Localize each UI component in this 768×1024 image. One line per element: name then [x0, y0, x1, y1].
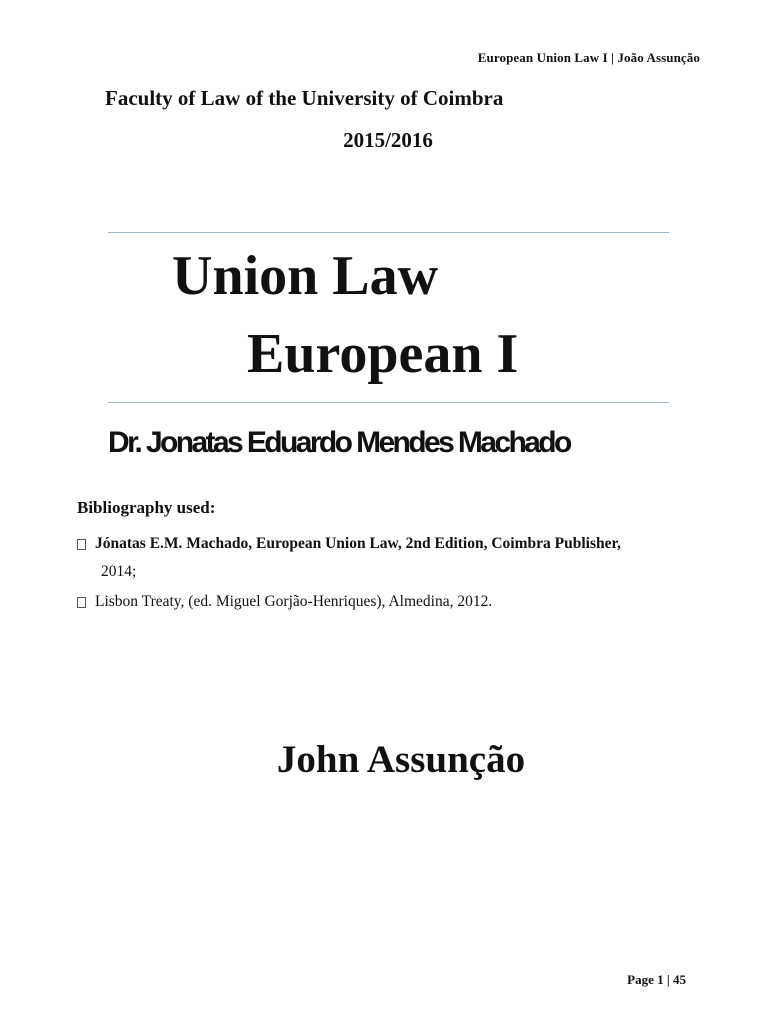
- bibliography-item-text: Jónatas E.M. Machado, European Union Law, 2nd Edition, Coimbra Publisher,: [95, 535, 621, 552]
- academic-year: 2015/2016: [343, 128, 433, 152]
- running-header: European Union Law I | João Assunção: [477, 50, 700, 65]
- title-top-rule: [108, 232, 669, 233]
- title-line-2: European I: [247, 323, 519, 385]
- title-line-1: Union Law: [172, 245, 439, 307]
- page-number: Page 1 | 45: [627, 972, 686, 987]
- student-name: John Assunção: [276, 738, 526, 781]
- faculty-name: Faculty of Law of the University of Coimbra: [105, 86, 504, 110]
- bibliography-item-text: Lisbon Treaty, (ed. Miguel Gorjão-Henriques), Almedina, 2012.: [95, 593, 493, 610]
- box-bullet-icon: [77, 597, 86, 608]
- bibliography-item: [77, 588, 719, 616]
- bibliography-item: [77, 530, 719, 586]
- bibliography-list: [77, 530, 719, 616]
- title-bottom-rule: [108, 402, 669, 403]
- professor-name: Dr. Jonatas Eduardo Mendes Machado: [108, 426, 570, 459]
- bibliography-item-continuation: 2014;: [101, 563, 137, 580]
- box-bullet-icon: [77, 539, 86, 550]
- bibliography-heading: Bibliography used:: [77, 498, 216, 517]
